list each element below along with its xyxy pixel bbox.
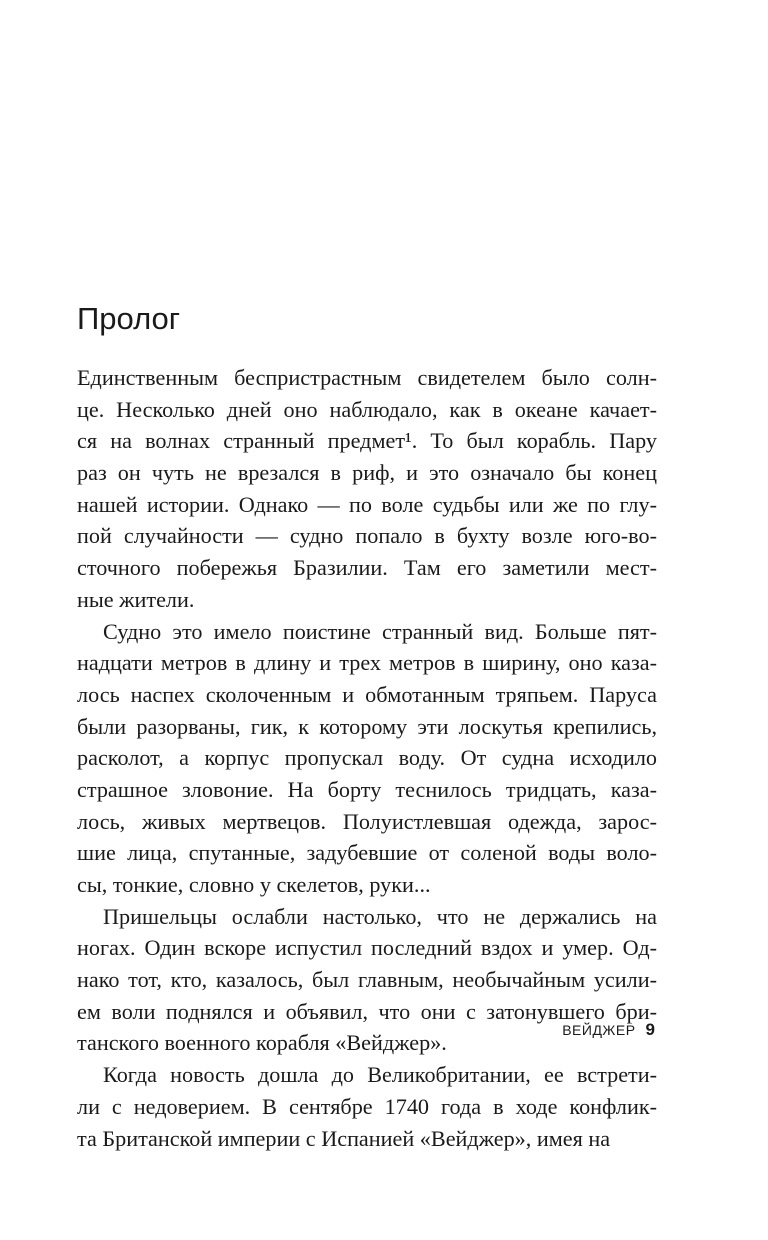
text-line: шие лица, спутанные, задубевшие от соленой воды воло- [77, 840, 657, 866]
chapter-title: Пролог [77, 301, 181, 336]
text-line: ли с недоверием. В сентябре 1740 года в ходе конфлик- [77, 1093, 657, 1119]
text-line: страшное зловоние. На борту теснилось тридцать, каза- [77, 776, 657, 802]
text-line: сы, тонкие, словно у скелетов, руки... [77, 872, 431, 897]
text-line: раз он чуть не врезался в риф, и это означало бы конец [77, 460, 657, 486]
running-head: ВЕЙДЖЕР [562, 1022, 636, 1038]
text-line: ем воли поднялся и объявил, что они с затонувшего бри- [77, 998, 657, 1024]
text-line: ся на волнах странный предмет¹. То был корабль. Пару [77, 428, 657, 454]
text-line: Пришельцы ослабли настолько, что не держались на [103, 903, 657, 929]
page-number: 9 [645, 1020, 655, 1039]
text-line: Судно это имело поистине странный вид. Больше пят- [103, 618, 657, 644]
text-line: ные жители. [77, 586, 195, 612]
text-line: пой случайности — судно попало в бухту возле юго-во- [77, 523, 657, 549]
paragraph [77, 616, 657, 901]
text-line: це. Несколько дней оно наблюдало, как в океане качает- [77, 396, 657, 422]
text-line: были разорваны, гик, к которому эти лоскутья крепились, [77, 713, 657, 739]
text-line: лось наспех сколоченным и обмотанным тряпьем. Паруса [77, 681, 657, 707]
text-line: расколот, а корпус пропускал воду. От судна исходило [77, 745, 657, 771]
text-line: лось, живых мертвецов. Полуистлевшая одежда, зарос- [77, 808, 657, 834]
page-footer [562, 1020, 655, 1044]
text-line: нако тот, кто, казалось, был главным, необычайным усили- [77, 967, 657, 993]
text-line: ногах. Один вскоре испустил последний вздох и умер. Од- [77, 935, 657, 961]
paragraph [77, 1059, 657, 1154]
text-line: та Британской империи с Испанией «Вейджер», имея на [77, 1125, 611, 1151]
text-line: сточного побережья Бразилии. Там его заметили мест- [77, 555, 657, 581]
text-line: Когда новость дошла до Великобритании, ее встрети- [103, 1062, 657, 1088]
text-line: нашей истории. Однако — по воле судьбы или же по глу- [77, 491, 657, 517]
text-line: танского военного корабля «Вейджер». [77, 1030, 447, 1056]
text-line: надцати метров в длину и трех метров в ширину, оно каза- [77, 650, 657, 676]
text-line: Единственным беспристрастным свидетелем было солн- [77, 365, 657, 390]
paragraph [77, 362, 657, 616]
